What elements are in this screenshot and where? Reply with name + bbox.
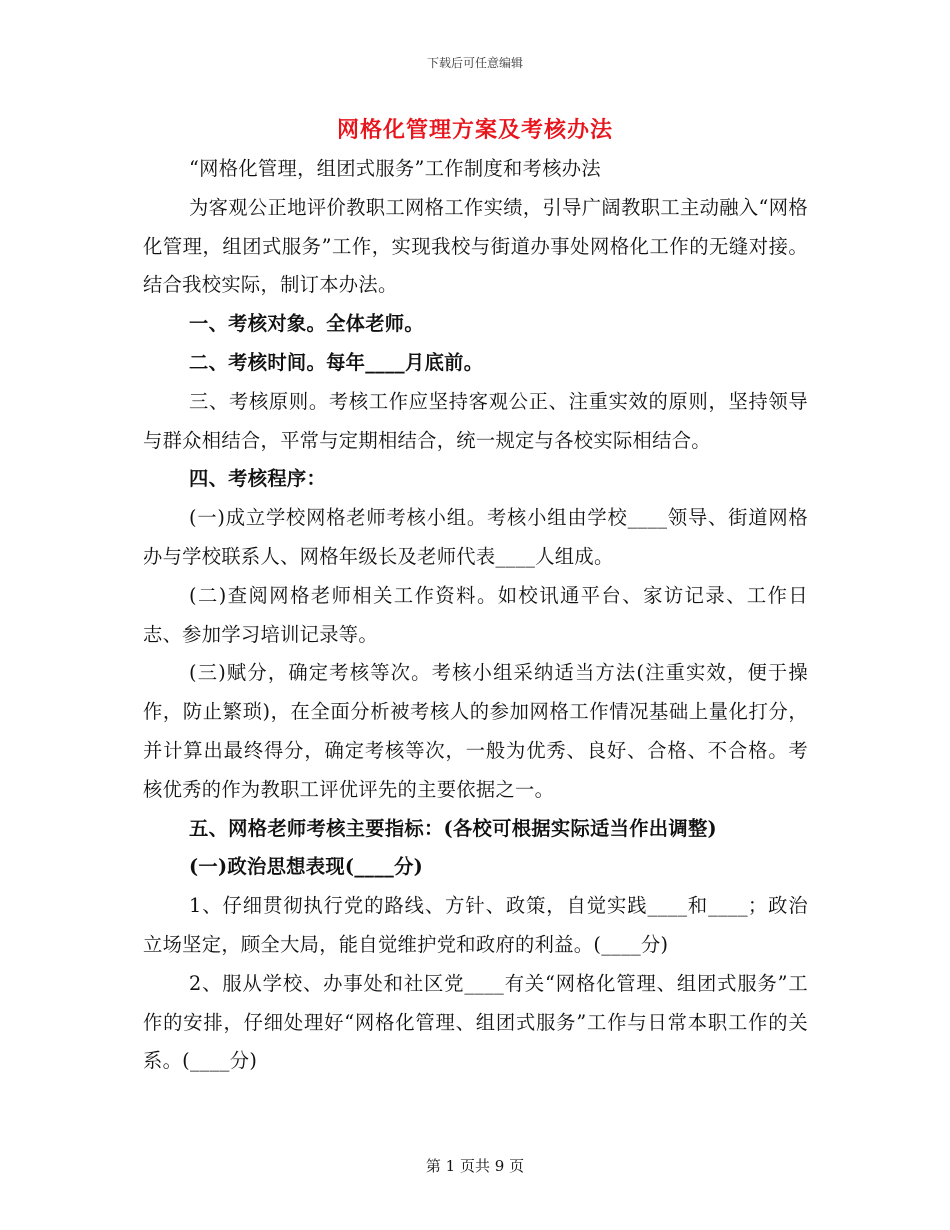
paragraph-4: 三、考核原则。考核工作应坚持客观公正、注重实效的原则，坚持领导与群众相结合，平常与定期相结合，统一规定与各校实际相结合。 [143,389,808,452]
paragraph-1: 为客观公正地评价教职工网格工作实绩，引导广阔教职工主动融入“网格化管理，组团式服务”工作，实现我校与街道办事处网格化工作的无缝对接。结合我校实际，制订本办法。 [143,195,808,297]
paragraph-12: 2、服从学校、办事处和社区党____有关“网格化管理、组团式服务”工作的安排，仔细处理好“网格化管理、组团式服务”工作与日常本职工作的关系。(____分) [143,971,808,1073]
paragraph-9: 五、网格老师考核主要指标：(各校可根据实际适当作出调整) [189,816,717,840]
page-footer: 第 1 页共 9 页 [425,1157,525,1175]
paragraph-0: “网格化管理，组团式服务”工作制度和考核办法 [189,157,601,180]
paragraph-8: (三)赋分，确定考核等次。考核小组采纳适当方法(注重实效，便于操作，防止繁琐)，在全面分析被考核人的参加网格工作情况基础上量化打分，并计算出最终得分，确定考核等次，一般为优秀、良好、合格、不合格。考核优秀的作为教职工评优评先的主要依据之一。 [143,661,808,801]
paragraph-3: 二、考核时间。每年____月底前。 [189,350,484,374]
paragraph-10: (一)政治思想表现(____分) [189,855,424,879]
document-body [143,150,808,1081]
paragraph-7: (二)查阅网格老师相关工作资料。如校讯通平台、家访记录、工作日志、参加学习培训记录等。 [143,583,808,646]
paragraph-6: (一)成立学校网格老师考核小组。考核小组由学校____领导、街道网格办与学校联系人、网格年级长及老师代表____人组成。 [143,506,808,568]
header-note: 下载后可任意编辑 [426,56,523,70]
paragraph-2: 一、考核对象。全体老师。 [189,312,424,336]
paragraph-5: 四、考核程序： [189,467,327,491]
document-title: 网格化管理方案及考核办法 [336,117,613,143]
paragraph-11: 1、仔细贯彻执行党的路线、方针、政策，自觉实践____和____；政治立场坚定，顾全大局，能自觉维护党和政府的利益。(____分) [143,894,808,956]
